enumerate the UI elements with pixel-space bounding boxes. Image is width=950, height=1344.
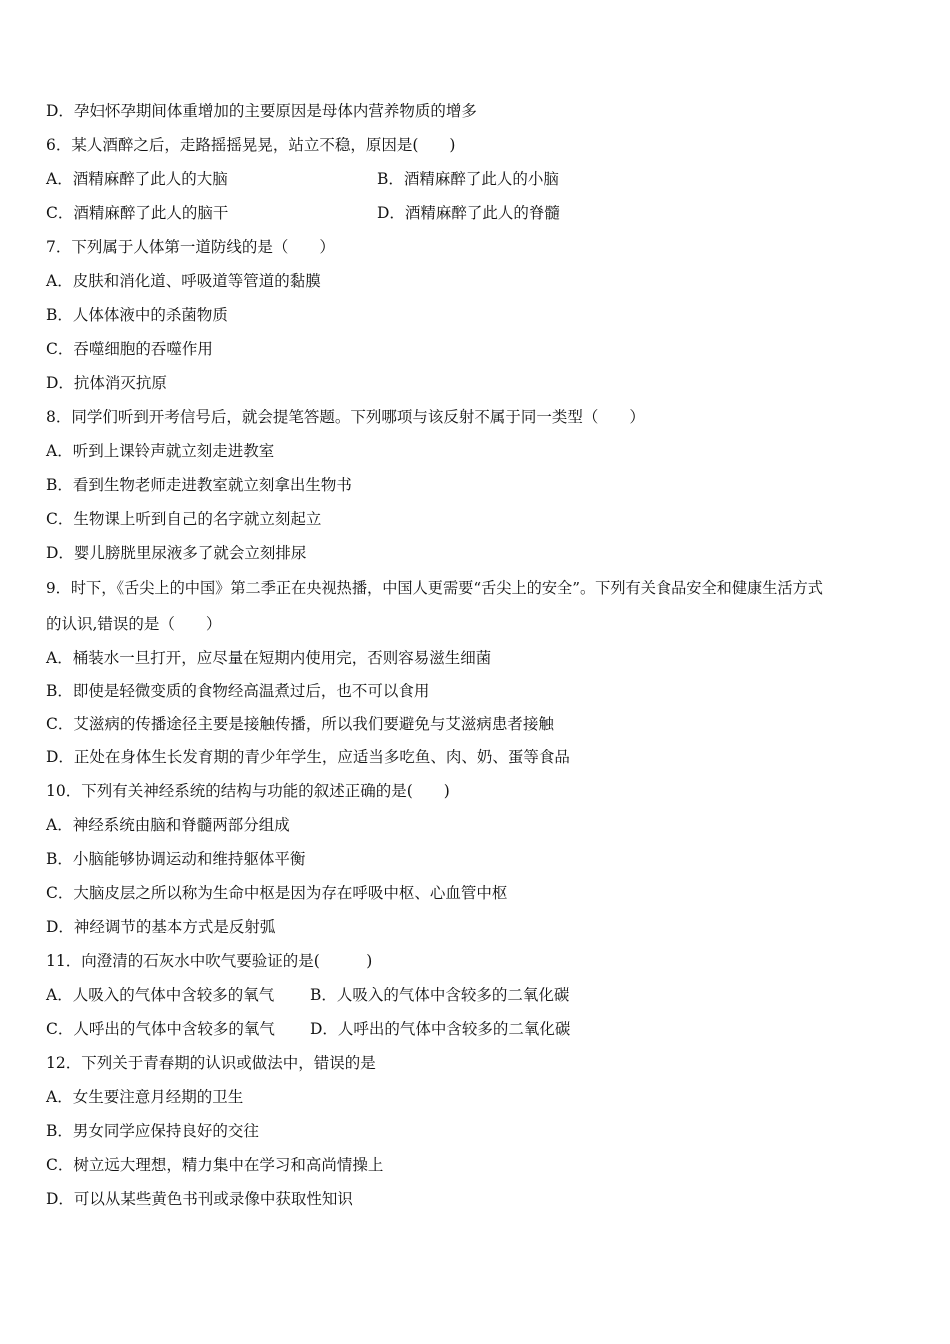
q11-option-d: D．人呼出的气体中含较多的二氧化碳: [310, 1020, 571, 1038]
q10-option-c: C．大脑皮层之所以称为生命中枢是因为存在呼吸中枢、心血管中枢: [46, 884, 508, 902]
q7-option-d: D．抗体消灭抗原: [46, 374, 167, 392]
q8-option-c: C．生物课上听到自己的名字就立刻起立: [46, 510, 322, 528]
q7-option-a: A．皮肤和消化道、呼吸道等管道的黏膜: [46, 272, 321, 290]
q10-option-a: A．神经系统由脑和脊髓两部分组成: [46, 816, 290, 834]
q6-option-c: C．酒精麻醉了此人的脑干: [46, 204, 229, 222]
q7-option-b: B．人体体液中的杀菌物质: [46, 306, 228, 324]
question-6: 6．某人酒醉之后，走路摇摇晃晃，站立不稳，原因是( ): [46, 136, 456, 154]
question-11: 11．向澄清的石灰水中吹气要验证的是( ): [46, 952, 373, 970]
q12-option-d: D．可以从某些黄色书刊或录像中获取性知识: [46, 1190, 353, 1208]
q12-option-c: C．树立远大理想，精力集中在学习和高尚情操上: [46, 1156, 384, 1174]
q10-option-b: B．小脑能够协调运动和维持躯体平衡: [46, 850, 306, 868]
q11-option-c: C．人呼出的气体中含较多的氧气: [46, 1020, 275, 1038]
q6-option-a: A．酒精麻醉了此人的大脑: [46, 170, 228, 188]
question-9-continued: 的认识,错误的是（ ）: [46, 615, 222, 633]
q10-option-d: D．神经调节的基本方式是反射弧: [46, 918, 276, 936]
q9-option-a: A．桶装水一旦打开，应尽量在短期内使用完，否则容易滋生细菌: [46, 649, 492, 667]
q12-option-a: A．女生要注意月经期的卫生: [46, 1088, 244, 1106]
q9-option-c: C．艾滋病的传播途径主要是接触传播，所以我们要避免与艾滋病患者接触: [46, 715, 554, 733]
q11-option-a: A．人吸入的气体中含较多的氧气: [46, 986, 275, 1004]
q9-option-d: D．正处在身体生长发育期的青少年学生，应适当多吃鱼、肉、奶、蛋等食品: [46, 748, 570, 766]
question-7: 7．下列属于人体第一道防线的是（ ）: [46, 238, 335, 256]
q6-option-b: B．酒精麻醉了此人的小脑: [377, 170, 559, 188]
q11-option-b: B．人吸入的气体中含较多的二氧化碳: [310, 986, 570, 1004]
question-9: 9．时下，《舌尖上的中国》第二季正在央视热播，中国人更需要“舌尖上的安全”。下列有关食品安全和健康生活方式: [46, 579, 823, 597]
q8-option-d: D．婴儿膀胱里尿液多了就会立刻排尿: [46, 544, 307, 562]
q8-option-b: B．看到生物老师走进教室就立刻拿出生物书: [46, 476, 352, 494]
question-10: 10．下列有关神经系统的结构与功能的叙述正确的是( ): [46, 782, 450, 800]
q8-option-a: A．听到上课铃声就立刻走进教室: [46, 442, 275, 460]
q9-option-b: B．即使是轻微变质的食物经高温煮过后，也不可以食用: [46, 682, 430, 700]
question-8: 8．同学们听到开考信号后，就会提笔答题。下列哪项与该反射不属于同一类型（ ）: [46, 408, 645, 426]
q12-option-b: B．男女同学应保持良好的交往: [46, 1122, 259, 1140]
option-d-prev: D．孕妇怀孕期间体重增加的主要原因是母体内营养物质的增多: [46, 102, 477, 120]
q7-option-c: C．吞噬细胞的吞噬作用: [46, 340, 213, 358]
q6-option-d: D．酒精麻醉了此人的脊髓: [377, 204, 560, 222]
question-12: 12．下列关于青春期的认识或做法中，错误的是: [46, 1054, 376, 1072]
